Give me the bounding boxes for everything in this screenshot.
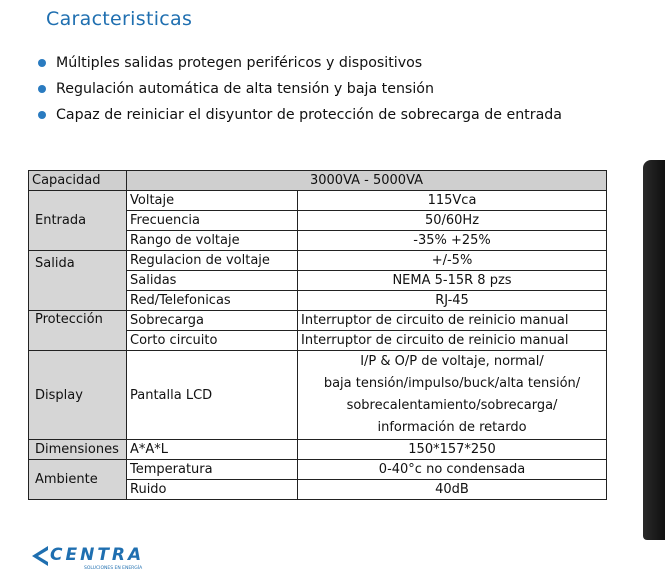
capacity-label: Capacidad bbox=[29, 171, 127, 191]
feature-list bbox=[38, 50, 562, 128]
param-cell: Pantalla LCD bbox=[127, 351, 298, 440]
param-cell: Ruido bbox=[127, 480, 298, 500]
display-line: información de retardo bbox=[377, 420, 527, 435]
feature-text: Capaz de reiniciar el disyuntor de protección de sobrecarga de entrada bbox=[56, 107, 562, 123]
group-proteccion: Protección bbox=[29, 311, 127, 351]
logo-tagline: SOLUCIONES EN ENERGÍA bbox=[84, 566, 143, 571]
feature-item bbox=[38, 76, 562, 102]
param-cell: Salidas bbox=[127, 271, 298, 291]
group-dimensiones: Dimensiones bbox=[29, 440, 127, 460]
feature-text: Múltiples salidas protegen periféricos y dispositivos bbox=[56, 55, 423, 71]
spec-table bbox=[28, 170, 607, 500]
param-cell: Corto circuito bbox=[127, 331, 298, 351]
bullet-icon bbox=[38, 85, 46, 93]
param-cell: A*A*L bbox=[127, 440, 298, 460]
value-cell: 40dB bbox=[298, 480, 607, 500]
value-cell: 150*157*250 bbox=[298, 440, 607, 460]
value-cell: NEMA 5-15R 8 pzs bbox=[298, 271, 607, 291]
value-cell: Interruptor de circuito de reinicio manual bbox=[298, 331, 607, 351]
value-cell: RJ-45 bbox=[298, 291, 607, 311]
param-cell: Frecuencia bbox=[127, 211, 298, 231]
bullet-icon bbox=[38, 111, 46, 119]
capacity-value: 3000VA - 5000VA bbox=[127, 171, 607, 191]
display-line: sobrecalentamiento/sobrecarga/ bbox=[346, 398, 558, 413]
value-cell: +/-5% bbox=[298, 251, 607, 271]
value-cell: Interruptor de circuito de reinicio manual bbox=[298, 311, 607, 331]
display-value-cell bbox=[298, 351, 607, 440]
logo-wordmark: CENTRA bbox=[50, 545, 145, 565]
feature-item bbox=[38, 50, 562, 76]
feature-text: Regulación automática de alta tensión y baja tensión bbox=[56, 81, 434, 97]
value-cell: 115Vca bbox=[298, 191, 607, 211]
param-cell: Sobrecarga bbox=[127, 311, 298, 331]
value-cell: 0-40°c no condensada bbox=[298, 460, 607, 480]
table-row bbox=[29, 460, 607, 480]
table-row bbox=[29, 311, 607, 331]
centra-logo bbox=[30, 540, 170, 572]
value-cell: -35% +25% bbox=[298, 231, 607, 251]
table-row bbox=[29, 440, 607, 460]
feature-item bbox=[38, 102, 562, 128]
capacity-row bbox=[29, 171, 607, 191]
ups-device-image bbox=[643, 160, 665, 540]
bullet-icon bbox=[38, 59, 46, 67]
group-display: Display bbox=[29, 351, 127, 440]
param-cell: Rango de voltaje bbox=[127, 231, 298, 251]
param-cell: Voltaje bbox=[127, 191, 298, 211]
display-line: I/P & O/P de voltaje, normal/ bbox=[360, 354, 544, 369]
section-title: Caracteristicas bbox=[46, 8, 193, 30]
param-cell: Red/Telefonicas bbox=[127, 291, 298, 311]
param-cell: Regulacion de voltaje bbox=[127, 251, 298, 271]
group-ambiente: Ambiente bbox=[29, 460, 127, 500]
param-cell: Temperatura bbox=[127, 460, 298, 480]
display-line: baja tensión/impulso/buck/alta tensión/ bbox=[323, 376, 581, 391]
table-row bbox=[29, 251, 607, 271]
table-row bbox=[29, 351, 607, 440]
group-entrada: Entrada bbox=[29, 191, 127, 251]
group-salida: Salida bbox=[29, 251, 127, 311]
value-cell: 50/60Hz bbox=[298, 211, 607, 231]
table-row bbox=[29, 191, 607, 211]
